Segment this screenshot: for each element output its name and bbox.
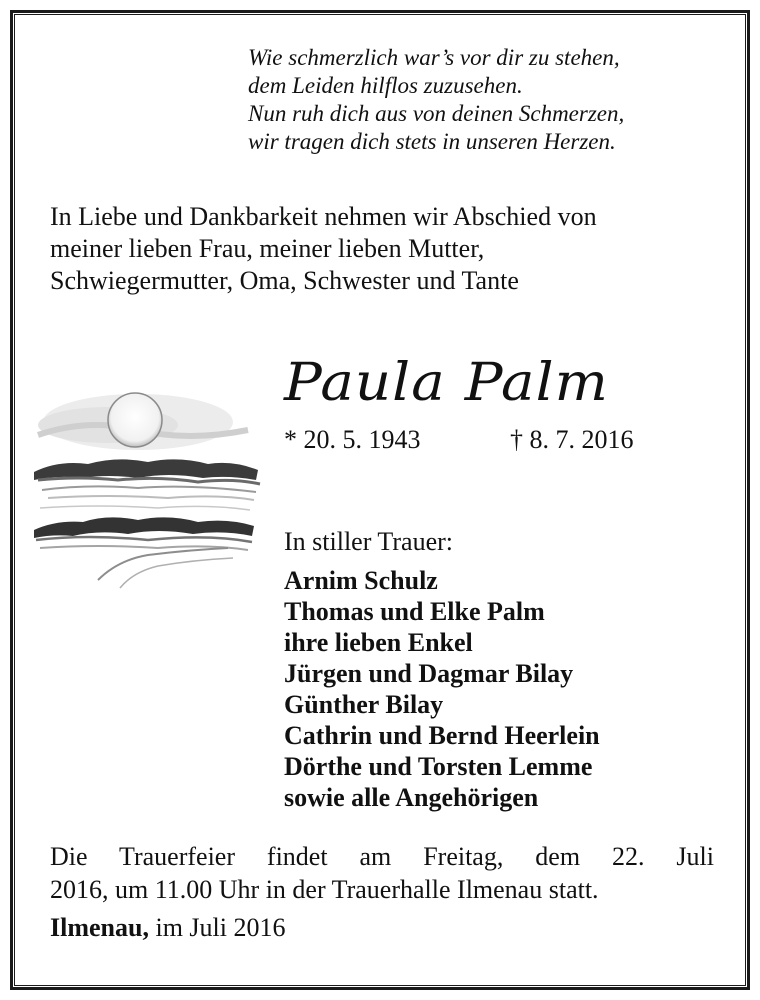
mourner-name: Thomas und Elke Palm [284,597,545,626]
mourner-name: ihre lieben Enkel [284,628,473,657]
deceased-name: Paula Palm [284,353,609,413]
intro-line: In Liebe und Dankbarkeit nehmen wir Abschied von [50,202,597,231]
poem-line: dem Leiden hilflos zuzusehen. [248,73,523,98]
poem-line: Wie schmerzlich war’s vor dir zu stehen, [248,45,620,70]
poem-line: wir tragen dich stets in unseren Herzen. [248,129,616,154]
mourning-label: In stiller Trauer: [284,527,453,556]
intro-text [50,201,720,297]
service-line: Die Trauerfeier findet am Freitag, dem 22. Juli [50,842,714,871]
mourner-name: Günther Bilay [284,690,444,719]
death-date: † 8. 7. 2016 [510,425,634,454]
service-line: 2016, um 11.00 Uhr in der Trauerhalle Ilmenau statt. [50,875,599,904]
poem-line: Nun ruh dich aus von deinen Schmerzen, [248,101,625,126]
life-dates [284,425,634,455]
funeral-service-info [50,840,714,906]
mourner-name: Arnim Schulz [284,566,438,595]
closing-line [50,913,285,943]
poem [248,44,718,156]
moon-over-water-sketch-icon [28,380,268,595]
mourner-list [284,565,600,813]
mourner-name: Dörthe und Torsten Lemme [284,752,593,781]
birth-date: * 20. 5. 1943 [284,425,421,454]
closing-place: Ilmenau, [50,913,149,942]
intro-line: meiner lieben Frau, meiner lieben Mutter, [50,234,485,263]
mourner-name: Jürgen und Dagmar Bilay [284,659,574,688]
intro-line: Schwiegermutter, Oma, Schwester und Tante [50,266,519,295]
mourner-name: sowie alle Angehörigen [284,783,539,812]
closing-date: im Juli 2016 [148,913,286,942]
mourner-name: Cathrin und Bernd Heerlein [284,721,600,750]
